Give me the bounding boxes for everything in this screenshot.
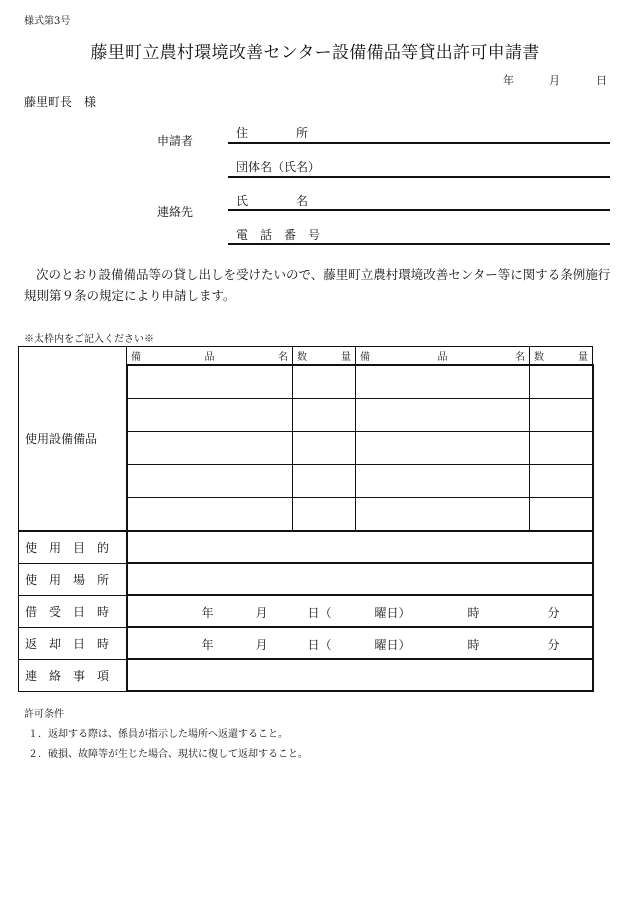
equipment-label: 使用設備備品 — [19, 347, 127, 532]
application-table — [18, 346, 594, 692]
borrow-day: 日（ — [307, 606, 332, 620]
qty-cell[interactable] — [293, 498, 356, 532]
borrow-weekday: 曜日） — [374, 606, 411, 620]
purpose-field[interactable] — [127, 531, 593, 563]
remarks-label: 連 絡 事 項 — [19, 659, 127, 691]
qty-cell[interactable] — [530, 432, 593, 465]
item-name-header-1: 備 品 名 — [127, 347, 293, 366]
phone-field[interactable] — [228, 243, 610, 245]
return-datetime-label: 返 却 日 時 — [19, 627, 127, 659]
date-month-label: 月 — [549, 74, 560, 87]
borrow-year: 年 — [201, 606, 214, 620]
qty-cell[interactable] — [530, 465, 593, 498]
condition-item-1: １．返却する際は、係員が指示した場所へ返還すること。 — [28, 729, 288, 740]
qty-cell[interactable] — [530, 498, 593, 532]
return-day: 日（ — [307, 638, 332, 652]
form-number: 様式第3号 — [24, 16, 71, 27]
qty-cell[interactable] — [293, 365, 356, 399]
remarks-field[interactable] — [127, 659, 593, 691]
borrow-month: 月 — [255, 606, 268, 620]
qty-cell[interactable] — [293, 465, 356, 498]
purpose-label: 使 用 目 的 — [19, 531, 127, 563]
item-cell[interactable] — [356, 365, 530, 399]
name-label: 氏 名 — [236, 194, 309, 208]
page-title: 藤里町立農村環境改善センター設備備品等貸出許可申請書 — [90, 43, 540, 63]
borrow-hour: 時 — [467, 606, 480, 620]
borrow-datetime-field[interactable] — [127, 595, 593, 627]
date-year-label: 年 — [503, 74, 514, 87]
qty-cell[interactable] — [530, 399, 593, 432]
phone-label: 電 話 番 号 — [236, 228, 321, 242]
org-name-label: 団体名（氏名） — [236, 160, 321, 174]
date-day-label: 日 — [596, 74, 607, 87]
item-cell[interactable] — [356, 465, 530, 498]
qty-cell[interactable] — [293, 399, 356, 432]
address-field[interactable] — [228, 142, 610, 144]
item-cell[interactable] — [127, 432, 293, 465]
request-paragraph: 次のとおり設備備品等の貸し出しを受けたいので、藤里町立農村環境改善センター等に関する条例施行規則第９条の規定により申請します。 — [24, 267, 611, 303]
item-cell[interactable] — [356, 498, 530, 532]
qty-cell[interactable] — [293, 432, 356, 465]
borrow-datetime-label: 借 受 日 時 — [19, 595, 127, 627]
contact-label: 連絡先 — [157, 205, 194, 219]
return-datetime-field[interactable] — [127, 627, 593, 659]
item-name-header-2: 備 品 名 — [356, 347, 530, 366]
borrow-minute: 分 — [547, 606, 560, 620]
item-cell[interactable] — [356, 399, 530, 432]
return-year: 年 — [201, 638, 214, 652]
name-field[interactable] — [228, 209, 610, 211]
item-cell[interactable] — [127, 498, 293, 532]
item-cell[interactable] — [356, 432, 530, 465]
condition-item-2: ２．破損、故障等が生じた場合、現状に復して返却すること。 — [28, 749, 308, 760]
addressee: 藤里町長 様 — [24, 95, 97, 109]
qty-header-1: 数 量 — [293, 347, 356, 366]
item-cell[interactable] — [127, 399, 293, 432]
item-cell[interactable] — [127, 465, 293, 498]
org-name-field[interactable] — [228, 176, 610, 178]
address-label: 住 所 — [236, 126, 309, 140]
conditions-title: 許可条件 — [24, 709, 64, 720]
fill-note: ※太枠内をご記入ください※ — [24, 334, 154, 345]
return-hour: 時 — [467, 638, 480, 652]
place-field[interactable] — [127, 563, 593, 595]
applicant-label: 申請者 — [157, 134, 194, 148]
item-cell[interactable] — [127, 365, 293, 399]
return-minute: 分 — [547, 638, 560, 652]
return-month: 月 — [255, 638, 268, 652]
qty-header-2: 数 量 — [530, 347, 593, 366]
place-label: 使 用 場 所 — [19, 563, 127, 595]
qty-cell[interactable] — [530, 365, 593, 399]
return-weekday: 曜日） — [374, 638, 411, 652]
